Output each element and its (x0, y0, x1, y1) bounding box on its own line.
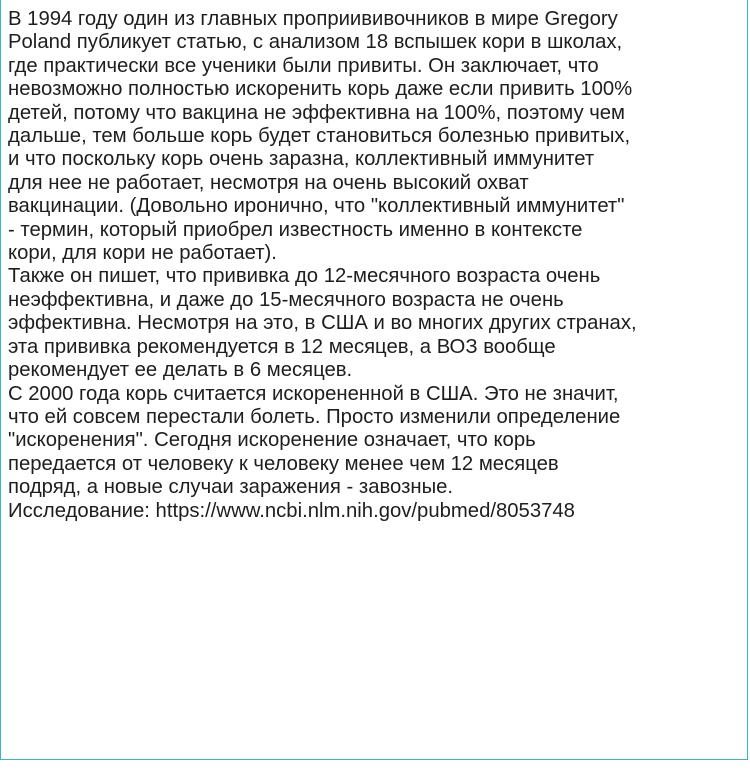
source-link-line: Исследование: https://www.ncbi.nlm.nih.gov/pubmed/8053748 (8, 499, 575, 522)
text-line: неэффективна, и даже до 15-месячного возраста не очень (8, 288, 564, 311)
text-line: для нее не работает, несмотря на очень высокий охват (8, 171, 529, 194)
text-line: и что поскольку корь очень заразна, коллективный иммунитет (8, 148, 595, 171)
text-line: С 2000 года корь считается искорененной в США. Это не значит, (8, 382, 619, 405)
text-line: Также он пишет, что прививка до 12-месячного возраста очень (8, 265, 601, 288)
text-line: детей, потому что вакцина не эффективна на 100%, поэтому чем (8, 101, 626, 124)
text-line: вакцинации. (Довольно иронично, что "коллективный иммунитет" (8, 195, 625, 218)
text-line: невозможно полностью искоренить корь даже если привить 100% (8, 78, 633, 101)
text-line: В 1994 году один из главных проприививочников в мире Gregory (8, 8, 618, 30)
article-text (8, 8, 748, 523)
text-line: подряд, а новые случаи заражения - завозные. (8, 476, 454, 499)
text-line: эффективна. Несмотря на это, в США и во многих других странах, (8, 312, 637, 335)
text-line: - термин, который приобрел известность именно в контексте (8, 218, 583, 241)
text-line: "искоренения". Сегодня искоренение означает, что корь (8, 429, 536, 452)
text-line: Poland публикует статью, с анализом 18 вспышек кори в школах, (8, 31, 623, 54)
text-line: что ей совсем перестали болеть. Просто изменили определение (8, 405, 621, 428)
text-line: кори, для кори не работает). (8, 242, 277, 265)
text-line: дальше, тем больше корь будет становиться болезнью привитых, (8, 125, 631, 148)
text-line: эта прививка рекомендуется в 12 месяцев, а ВОЗ вообще (8, 335, 556, 358)
text-line: где практически все ученики были привиты. Он заключает, что (8, 54, 599, 77)
text-line: рекомендует ее делать в 6 месяцев. (8, 359, 353, 382)
text-line: передается от человеку к человеку менее чем 12 месяцев (8, 452, 559, 475)
